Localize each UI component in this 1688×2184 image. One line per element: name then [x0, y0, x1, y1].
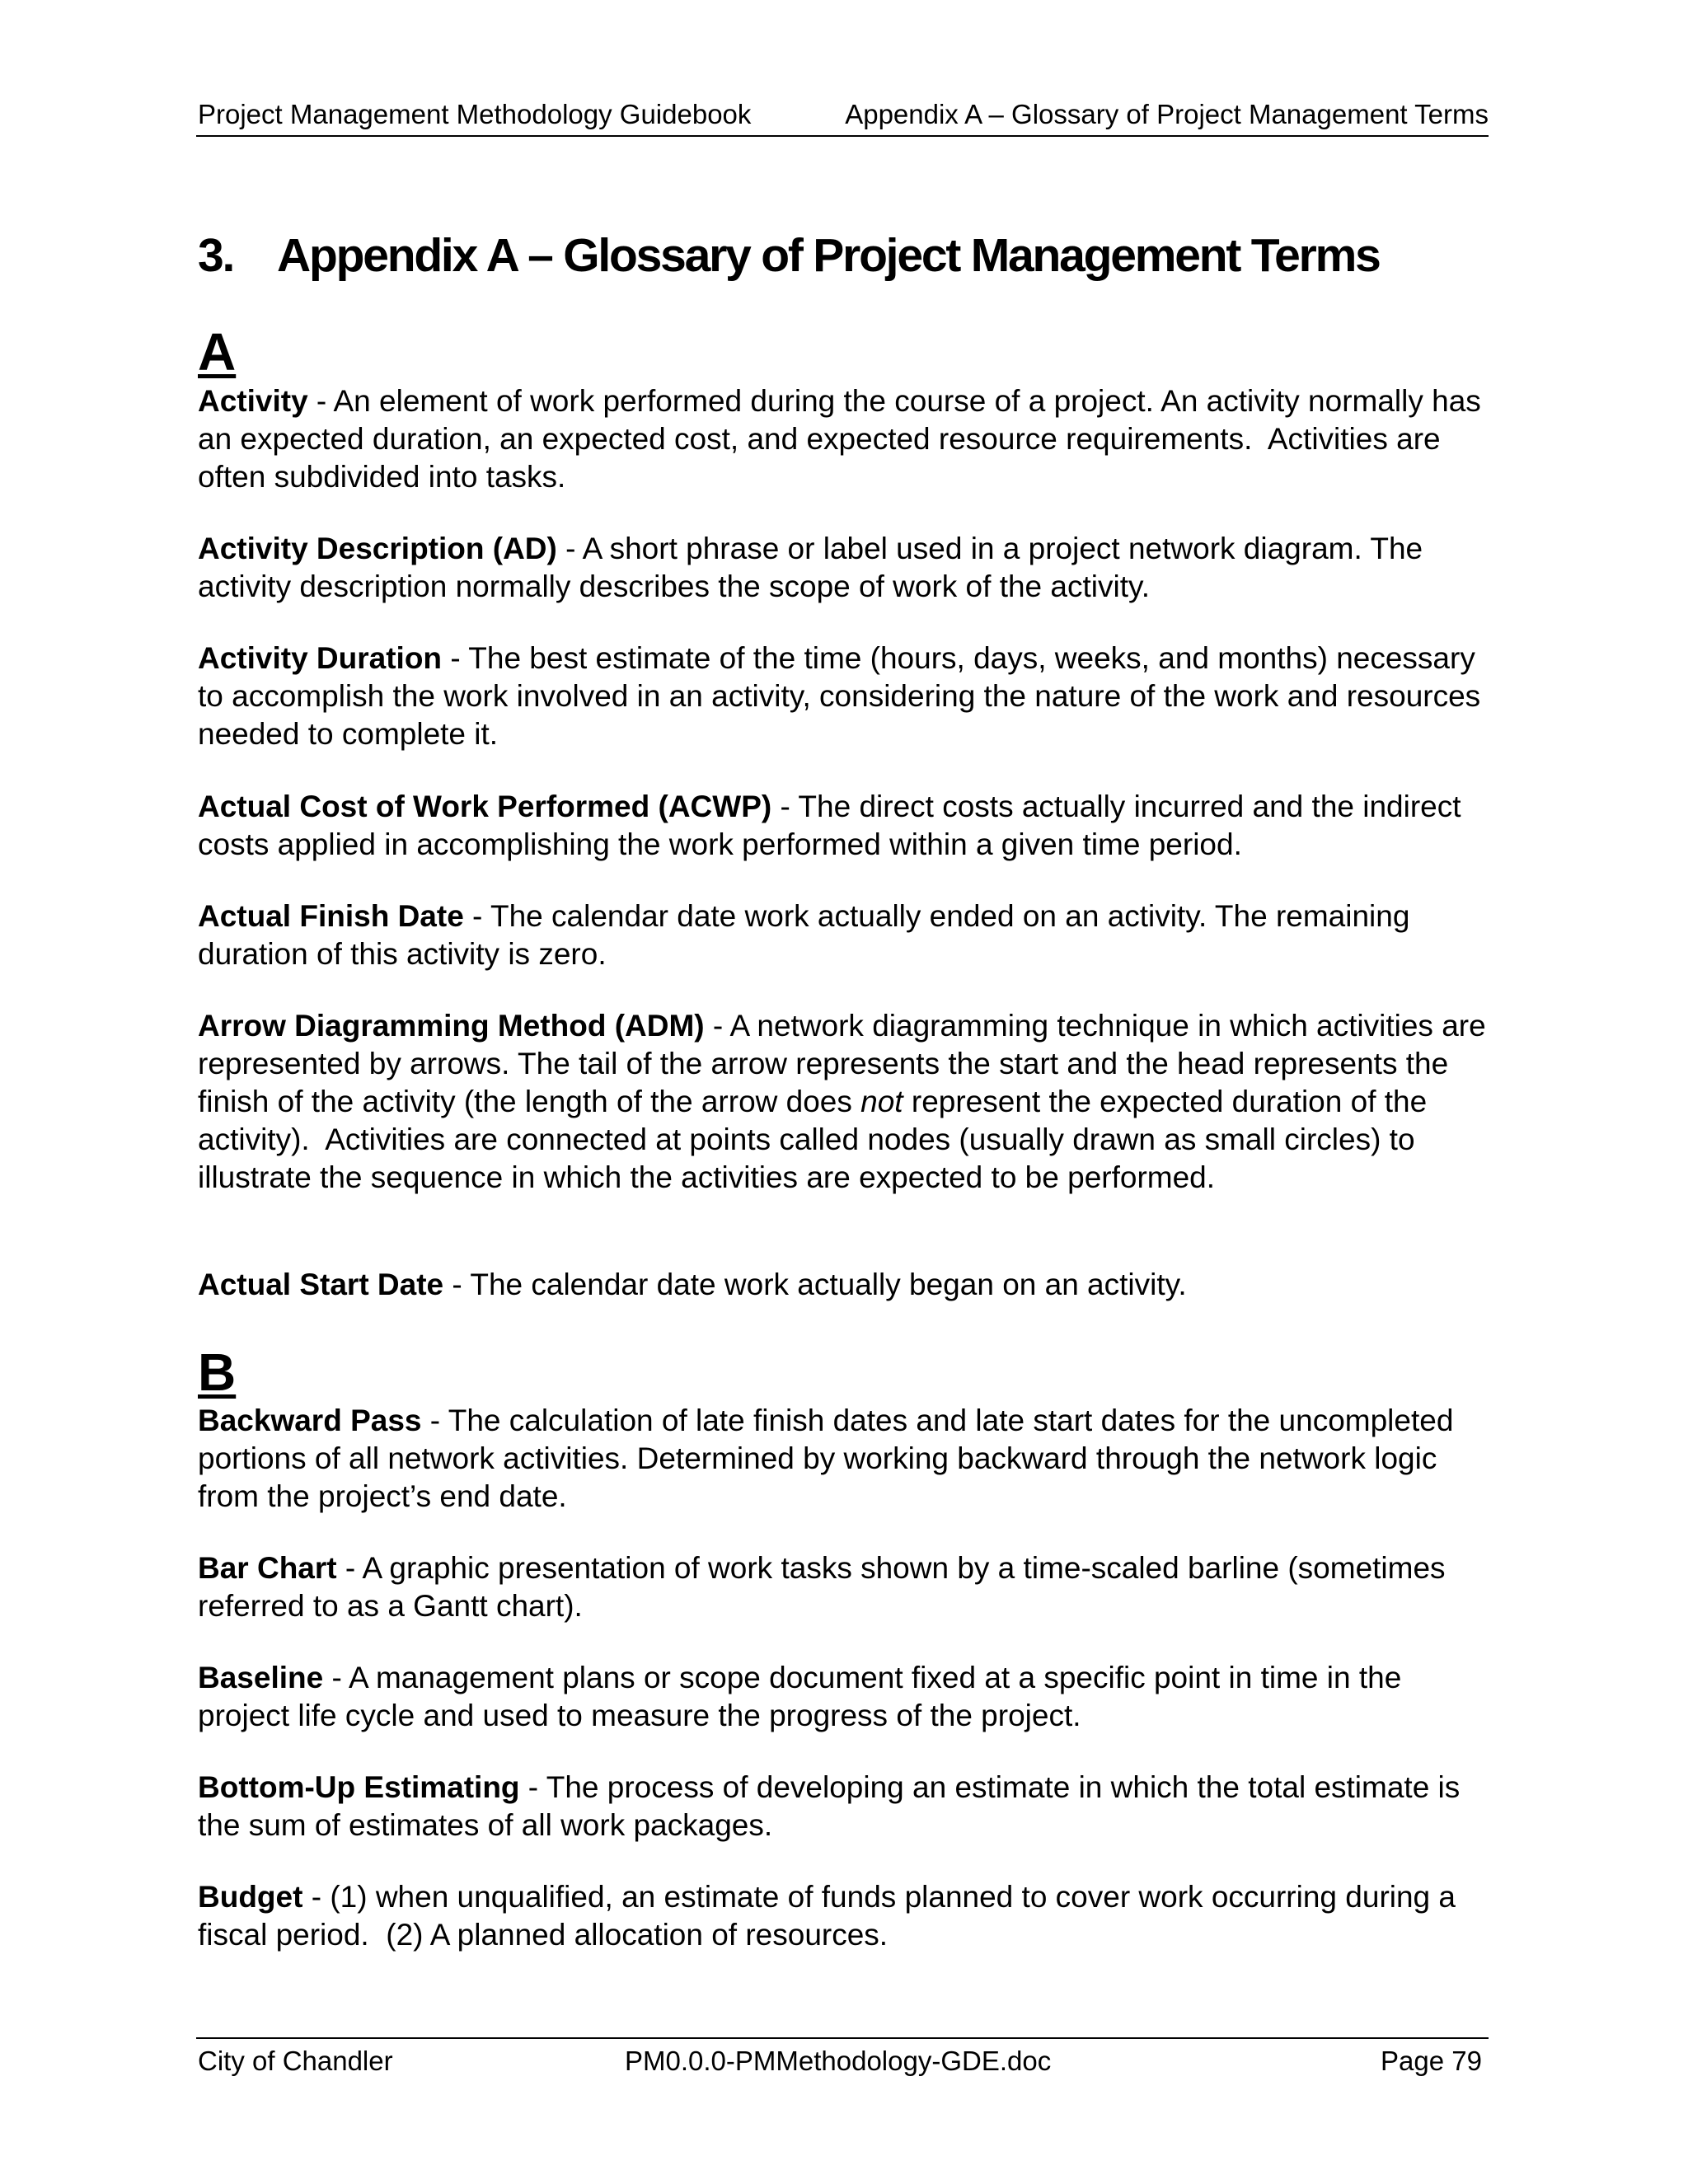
glossary-entry-bar-chart [198, 1549, 1500, 1625]
glossary-definition: - The calendar date work actually began on an activity. [443, 1268, 1187, 1301]
page-title [198, 227, 1380, 284]
glossary-entry-budget [198, 1878, 1500, 1954]
section-letter-a: A [198, 322, 237, 382]
glossary-term: Budget [198, 1880, 303, 1914]
footer-page-number: Page 79 [1381, 2046, 1482, 2076]
glossary-term: Backward Pass [198, 1404, 422, 1437]
glossary-term: Actual Finish Date [198, 899, 464, 933]
footer-organization: City of Chandler [198, 2046, 393, 2076]
section-letter-b: B [198, 1343, 237, 1402]
footer-document-name: PM0.0.0-PMMethodology-GDE.doc [625, 2046, 1052, 2076]
glossary-term: Actual Start Date [198, 1268, 444, 1301]
glossary-definition: - The calendar date work actually ended on an activity. The remaining duration of this activity is zero. [198, 899, 1410, 971]
header-document-title: Project Management Methodology Guidebook [198, 99, 752, 129]
glossary-entry-bottom-up-estimating [198, 1769, 1500, 1844]
glossary-definition: - The direct costs actually incurred and the indirect costs applied in accomplishing the work performed within a given time period. [198, 790, 1461, 861]
glossary-entry-arrow-diagramming-method [198, 1007, 1500, 1197]
glossary-definition: - The process of developing an estimate in which the total estimate is the sum of estimates of all work packages. [198, 1770, 1461, 1842]
glossary-definition: - (1) when unqualified, an estimate of funds planned to cover work occurring during a fiscal period. (2) A planned allocation of resources. [198, 1880, 1456, 1952]
glossary-entry-baseline [198, 1659, 1500, 1735]
glossary-definition: - A management plans or scope document fixed at a specific point in time in the project life cycle and used to measure the progress of the project. [198, 1661, 1402, 1732]
glossary-definition-emphasis: not [860, 1085, 903, 1118]
glossary-definition: - The best estimate of the time (hours, days, weeks, and months) necessary to accomplish the work involved in an activity, considering the nature of the work and resources needed to complete it. [198, 641, 1481, 751]
glossary-entry-actual-finish-date [198, 898, 1500, 973]
chapter-number: 3. [198, 229, 234, 282]
glossary-definition: - An element of work performed during the course of a project. An activity normally has an expected duration, an expected cost, and expected resource requirements. Activities are often subdivided into tasks. [198, 384, 1481, 494]
glossary-term: Bar Chart [198, 1551, 337, 1585]
glossary-term: Activity Description (AD) [198, 532, 557, 565]
glossary-entry-actual-start-date [198, 1266, 1500, 1304]
glossary-term: Actual Cost of Work Performed (ACWP) [198, 790, 772, 823]
glossary-term: Baseline [198, 1661, 324, 1694]
glossary-term: Activity Duration [198, 641, 443, 675]
glossary-definition: - A graphic presentation of work tasks shown by a time-scaled barline (sometimes referred to as a Gantt chart). [198, 1551, 1446, 1623]
chapter-title-text: Appendix A – Glossary of Project Management Terms [277, 229, 1380, 282]
glossary-entry-activity-description [198, 530, 1500, 606]
glossary-entry-backward-pass [198, 1402, 1500, 1516]
glossary-definition: represent the expected duration of the activity). Activities are connected at points called nodes (usually drawn as small circles) to illustrate the sequence in which the activities are expected to be performed. [198, 1085, 1428, 1194]
page-footer [196, 2037, 1489, 2082]
glossary-entry-activity-duration [198, 640, 1500, 753]
glossary-term: Bottom-Up Estimating [198, 1770, 520, 1804]
glossary-term: Arrow Diagramming Method (ADM) [198, 1009, 705, 1043]
glossary-definition: - A short phrase or label used in a project network diagram. The activity description normally describes the scope of work of the activity. [198, 532, 1423, 603]
glossary-entry-acwp [198, 788, 1500, 864]
glossary-definition: - The calculation of late finish dates and late start dates for the uncompleted portions of all network activities. Determined by working backward through the network logic from the project’s end date. [198, 1404, 1454, 1513]
glossary-definition: - A network diagramming technique in which activities are represented by arrows. The tail of the arrow represents the start and the head represents the finish of the activity (the length of the arrow does [198, 1009, 1486, 1118]
page-header [196, 97, 1489, 137]
glossary-entry-activity [198, 382, 1500, 496]
glossary-term: Activity [198, 384, 308, 418]
header-section-title: Appendix A – Glossary of Project Management Terms [845, 99, 1489, 129]
